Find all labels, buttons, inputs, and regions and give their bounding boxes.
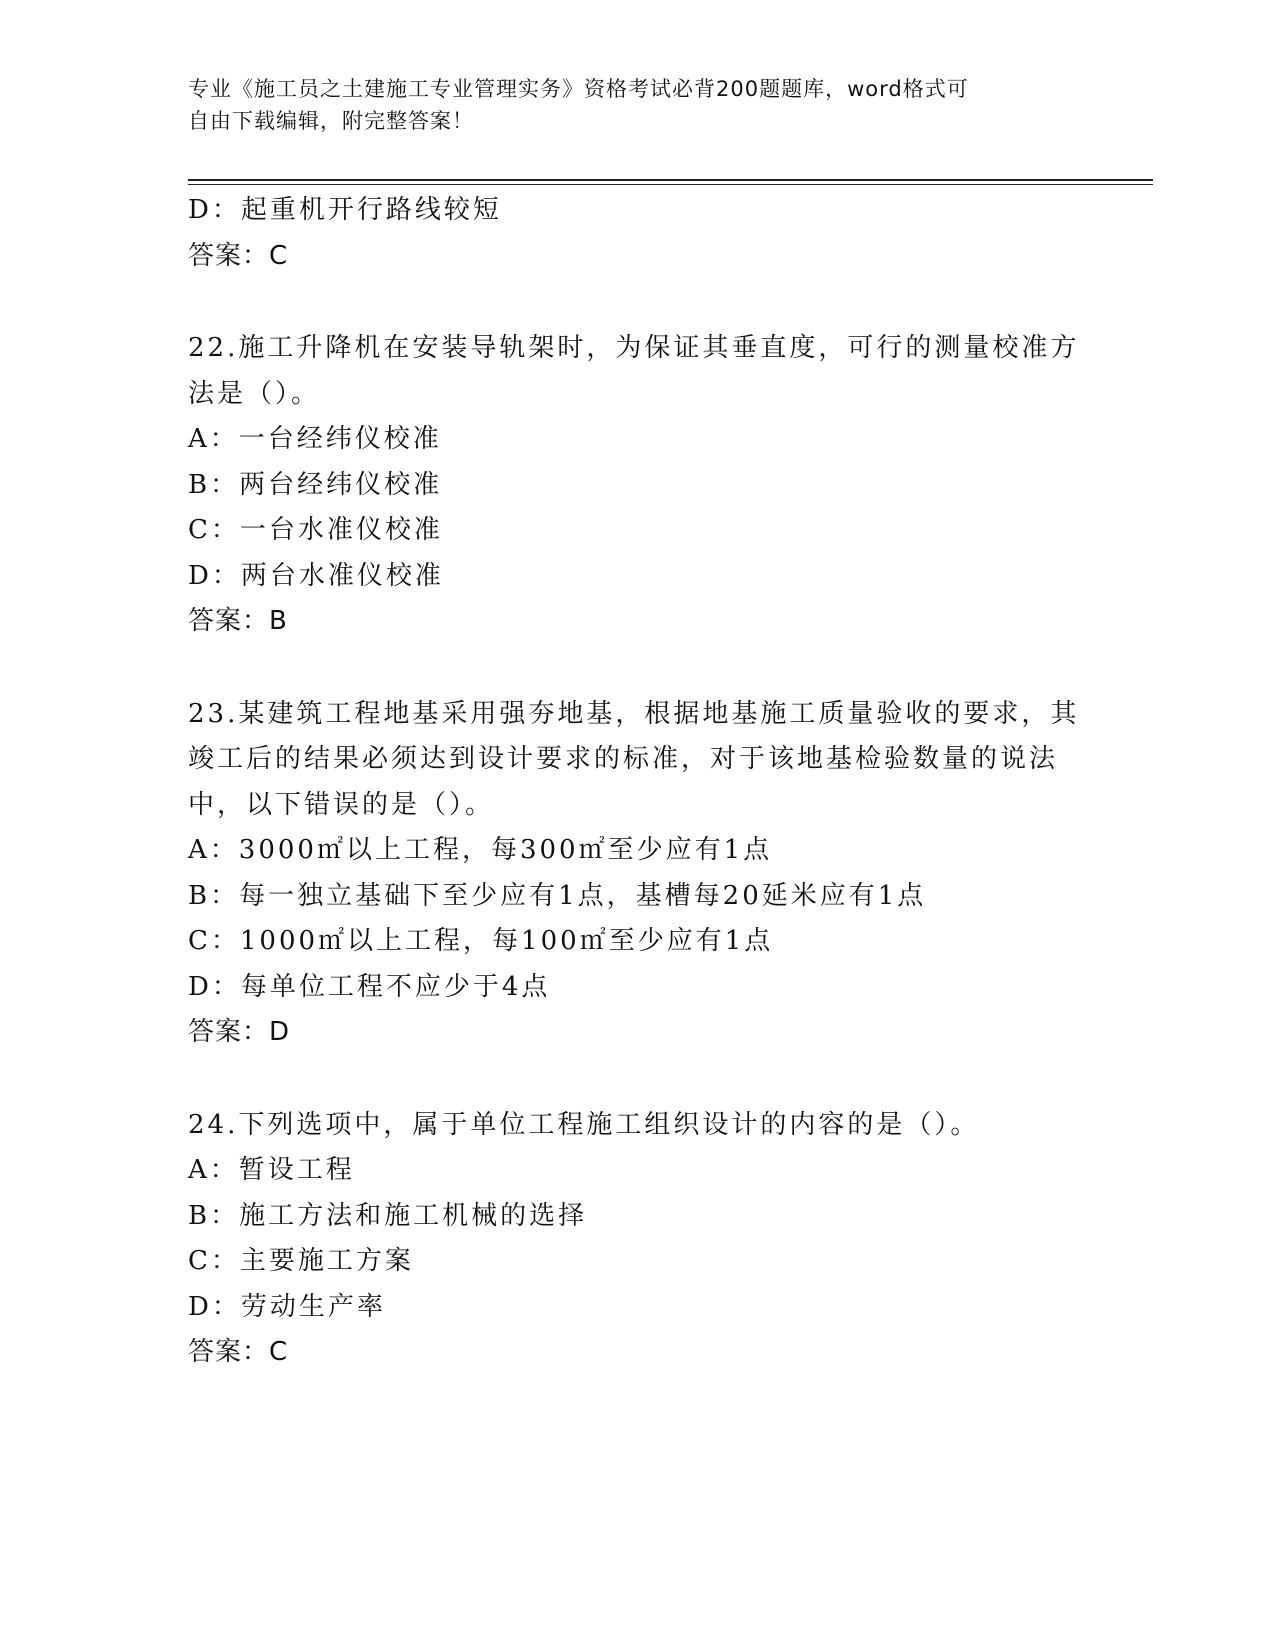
option-a: A：3000㎡以上工程，每300㎡至少应有1点 bbox=[188, 835, 773, 865]
option-b: B：施工方法和施工机械的选择 bbox=[188, 1200, 588, 1231]
option-d: D：起重机开行路线较短 bbox=[188, 195, 502, 225]
question-22 bbox=[188, 326, 1088, 645]
answer: 答案：C bbox=[188, 240, 289, 271]
question-24 bbox=[188, 1103, 1088, 1376]
option-c: C：一台水准仪校准 bbox=[188, 515, 443, 545]
option-a: A：暂设工程 bbox=[188, 1155, 355, 1185]
question-text-line-2: 竣工后的结果必须达到设计要求的标准，对于该地基检验数量的说法 bbox=[188, 744, 1059, 774]
option-d: D：劳动生产率 bbox=[188, 1291, 386, 1322]
option-c: C：主要施工方案 bbox=[188, 1246, 414, 1276]
question-text-line-3: 中，以下错误的是（）。 bbox=[188, 789, 495, 820]
answer: 答案：D bbox=[188, 1017, 291, 1047]
document-body bbox=[188, 188, 1088, 1376]
question-text-line-1: 24.下列选项中，属于单位工程施工组织设计的内容的是（）。 bbox=[188, 1109, 980, 1140]
header-divider bbox=[188, 179, 1153, 185]
document-header bbox=[188, 73, 1068, 137]
option-a: A：一台经纬仪校准 bbox=[188, 424, 442, 454]
option-b: B：两台经纬仪校准 bbox=[188, 469, 443, 500]
answer: 答案：B bbox=[188, 606, 288, 636]
header-line-1: 专业《施工员之土建施工专业管理实务》资格考试必背200题题库，word格式可 bbox=[188, 77, 969, 101]
question-text-line-2: 法是（）。 bbox=[188, 378, 321, 409]
question-23 bbox=[188, 692, 1088, 1056]
option-b: B：每一独立基础下至少应有1点，基槽每20延米应有1点 bbox=[188, 880, 927, 911]
option-c: C：1000㎡以上工程，每100㎡至少应有1点 bbox=[188, 926, 774, 956]
answer: 答案：C bbox=[188, 1337, 289, 1367]
option-d: D：每单位工程不应少于4点 bbox=[188, 971, 551, 1002]
option-d: D：两台水准仪校准 bbox=[188, 560, 444, 591]
question-text-line-1: 22.施工升降机在安装导轨架时，为保证其垂直度，可行的测量校准方 bbox=[188, 333, 1080, 363]
header-line-2: 自由下载编辑，附完整答案！ bbox=[188, 109, 474, 133]
question-text-line-1: 23.某建筑工程地基采用强夯地基，根据地基施工质量验收的要求，其 bbox=[188, 698, 1080, 729]
question-21-tail bbox=[188, 188, 1088, 279]
